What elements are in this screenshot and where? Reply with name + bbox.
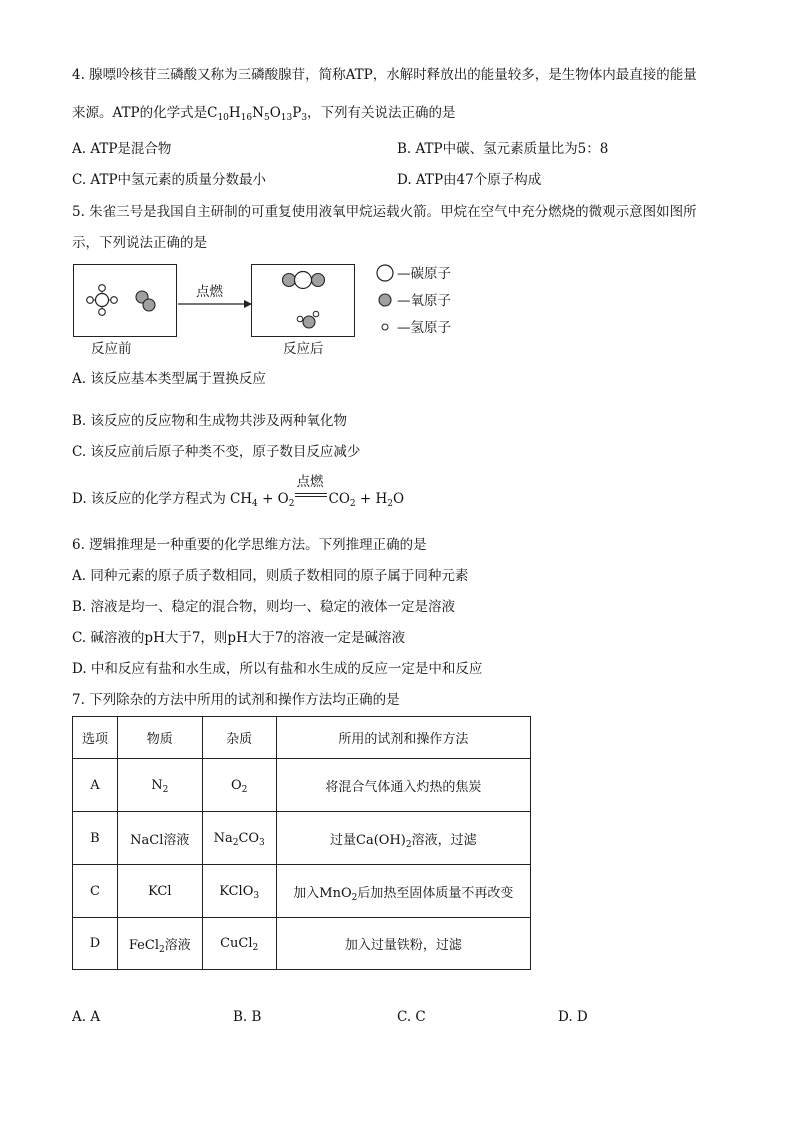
carbon-dioxide-water-molecules — [251, 264, 355, 337]
legend-hydrogen: —氢原子 — [397, 320, 451, 336]
q7-stem: 7. 下列除杂的方法中所用的试剂和操作方法均正确的是 — [72, 692, 400, 708]
q6-option-c[interactable]: C. 碱溶液的pH大于7，则pH大于7的溶液一定是碱溶液 — [72, 630, 405, 646]
header-impurity: 杂质 — [202, 717, 276, 759]
reaction-equation: $CH_4 + O_2$ 点燃 $CO_2 + H_2O$ — [229, 474, 405, 509]
q5-stem-line1: 5. 朱雀三号是我国自主研制的可重复使用液氧甲烷运载火箭。甲烷在空气中充分燃烧的微观示意图如图所 — [72, 204, 697, 220]
table-row: C KCl KClO$_3$ 加入MnO$_2$后加热至固体质量不再改变 — [73, 865, 531, 918]
q6-stem: 6. 逻辑推理是一种重要的化学思维方法。下列推理正确的是 — [72, 537, 427, 553]
header-substance: 物质 — [117, 717, 202, 759]
q4-option-b[interactable]: B. ATP中碳、氢元素质量比为5：8 — [397, 141, 609, 157]
q4-stem-pre: 来源。ATP的化学式是 — [72, 105, 208, 121]
after-reaction-label: 反应后 — [283, 341, 324, 357]
q4-option-d[interactable]: D. ATP由47个原子构成 — [397, 172, 542, 188]
q7-answer-a[interactable]: A. A — [72, 1009, 101, 1025]
q7-answer-c[interactable]: C. C — [397, 1009, 426, 1025]
atp-formula: $C_{10}H_{16}N_5O_{13}P_3$ — [207, 105, 308, 123]
q5-option-a[interactable]: A. 该反应基本类型属于置换反应 — [72, 371, 266, 387]
q4-option-a[interactable]: A. ATP是混合物 — [72, 141, 172, 157]
legend-oxygen: —氧原子 — [397, 293, 451, 309]
methane-oxygen-molecules — [73, 264, 177, 337]
q5-stem-line2: 示，下列说法正确的是 — [72, 235, 207, 251]
q4-stem-line1: 4. 腺嘌呤核苷三磷酸又称为三磷酸腺苷，简称ATP，水解时释放出的能量较多，是生物体内最直接的能量 — [72, 67, 697, 83]
q7-answer-d[interactable]: D. D — [558, 1009, 588, 1025]
q5-option-b[interactable]: B. 该反应的反应物和生成物共涉及两种氧化物 — [72, 413, 348, 429]
before-reaction-label: 反应前 — [91, 341, 132, 357]
atom-legend-icons — [374, 263, 398, 338]
table-row: D FeCl$_2$溶液 CuCl$_2$ 加入过量铁粉，过滤 — [73, 918, 531, 970]
impurity-removal-table — [72, 716, 531, 970]
reaction-arrow-icon — [176, 298, 254, 310]
q4-stem-post: ，下列有关说法正确的是 — [307, 105, 456, 121]
q6-option-a[interactable]: A. 同种元素的原子质子数相同，则质子数相同的原子属于同种元素 — [72, 568, 469, 584]
header-option: 选项 — [73, 717, 118, 759]
q6-option-b[interactable]: B. 溶液是均一、稳定的混合物，则均一、稳定的液体一定是溶液 — [72, 599, 456, 615]
q6-option-d[interactable]: D. 中和反应有盐和水生成，所以有盐和水生成的反应一定是中和反应 — [72, 661, 483, 677]
table-header-row — [73, 717, 531, 759]
q7-answer-b[interactable]: B. B — [233, 1009, 262, 1025]
table-row: B NaCl溶液 $Na_2CO_3$ 过量$Ca(OH)_2$溶液，过滤 — [73, 812, 531, 865]
table-row: A $N_2$ $O_2$ 将混合气体通入灼热的焦炭 — [73, 759, 531, 812]
q5-option-c[interactable]: C. 该反应前后原子种类不变，原子数目反应减少 — [72, 444, 361, 460]
header-method: 所用的试剂和操作方法 — [276, 717, 530, 759]
legend-carbon: —碳原子 — [397, 266, 451, 282]
q4-option-c[interactable]: C. ATP中氢元素的质量分数最小 — [72, 172, 267, 188]
arrow-condition-label: 点燃 — [196, 284, 223, 300]
q4-stem-line2 — [72, 104, 456, 122]
q5-option-d[interactable]: D. 该反应的化学方程式为 $CH_4 + O_2$ 点燃 $CO_2 + H_2O$ — [72, 474, 405, 509]
